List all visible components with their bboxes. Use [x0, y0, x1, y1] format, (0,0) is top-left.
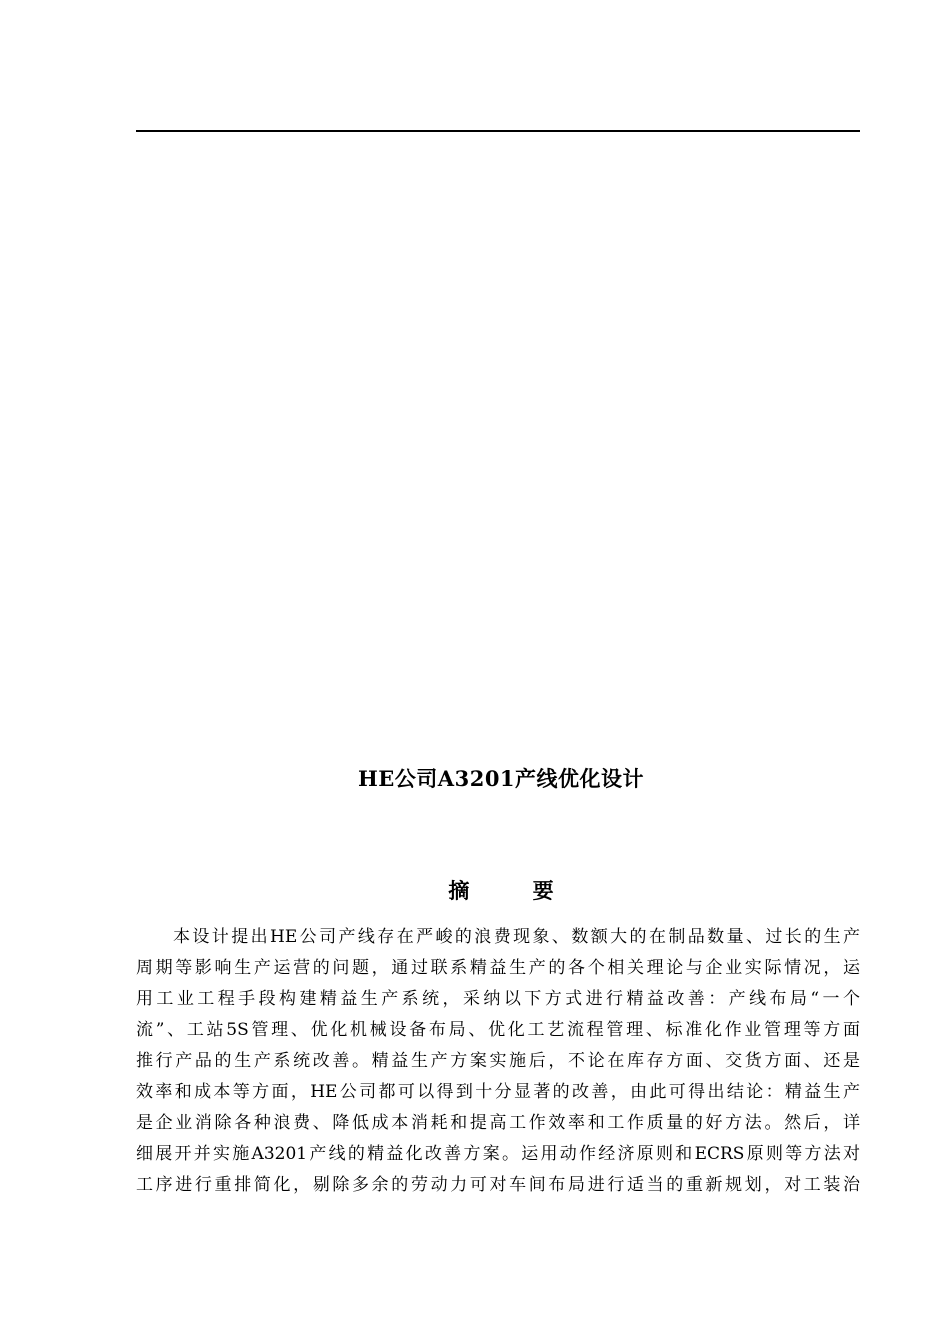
abstract-line: 本设计提出HE公司产线存在严峻的浪费现象、数额大的在制品数量、过长的生产	[173, 927, 860, 947]
abstract-line: 周期等影响生产运营的问题，通过联系精益生产的各个相关理论与企业实际情况，运	[136, 958, 860, 978]
abstract-line: 流”、工站5S管理、优化机械设备布局、优化工艺流程管理、标准化作业管理等方面	[136, 1020, 860, 1040]
abstract-body	[136, 922, 860, 1201]
abstract-line: 工序进行重排简化，剔除多余的劳动力可对车间布局进行适当的重新规划，对工装治	[136, 1175, 860, 1195]
document-title: HE公司A3201产线优化设计	[357, 766, 645, 791]
abstract-heading: 摘 要	[448, 878, 582, 903]
abstract-line: 是企业消除各种浪费、降低成本消耗和提高工作效率和工作质量的好方法。然后，详	[136, 1113, 860, 1133]
header-rule	[136, 130, 860, 132]
abstract-line: 用工业工程手段构建精益生产系统，采纳以下方式进行精益改善：产线布局“一个	[136, 989, 860, 1009]
abstract-line: 细展开并实施A3201产线的精益化改善方案。运用动作经济原则和ECRS原则等方法对	[136, 1144, 860, 1164]
abstract-line: 效率和成本等方面，HE公司都可以得到十分显著的改善，由此可得出结论：精益生产	[136, 1082, 860, 1102]
abstract-line: 推行产品的生产系统改善。精益生产方案实施后，不论在库存方面、交货方面、还是	[136, 1051, 860, 1071]
